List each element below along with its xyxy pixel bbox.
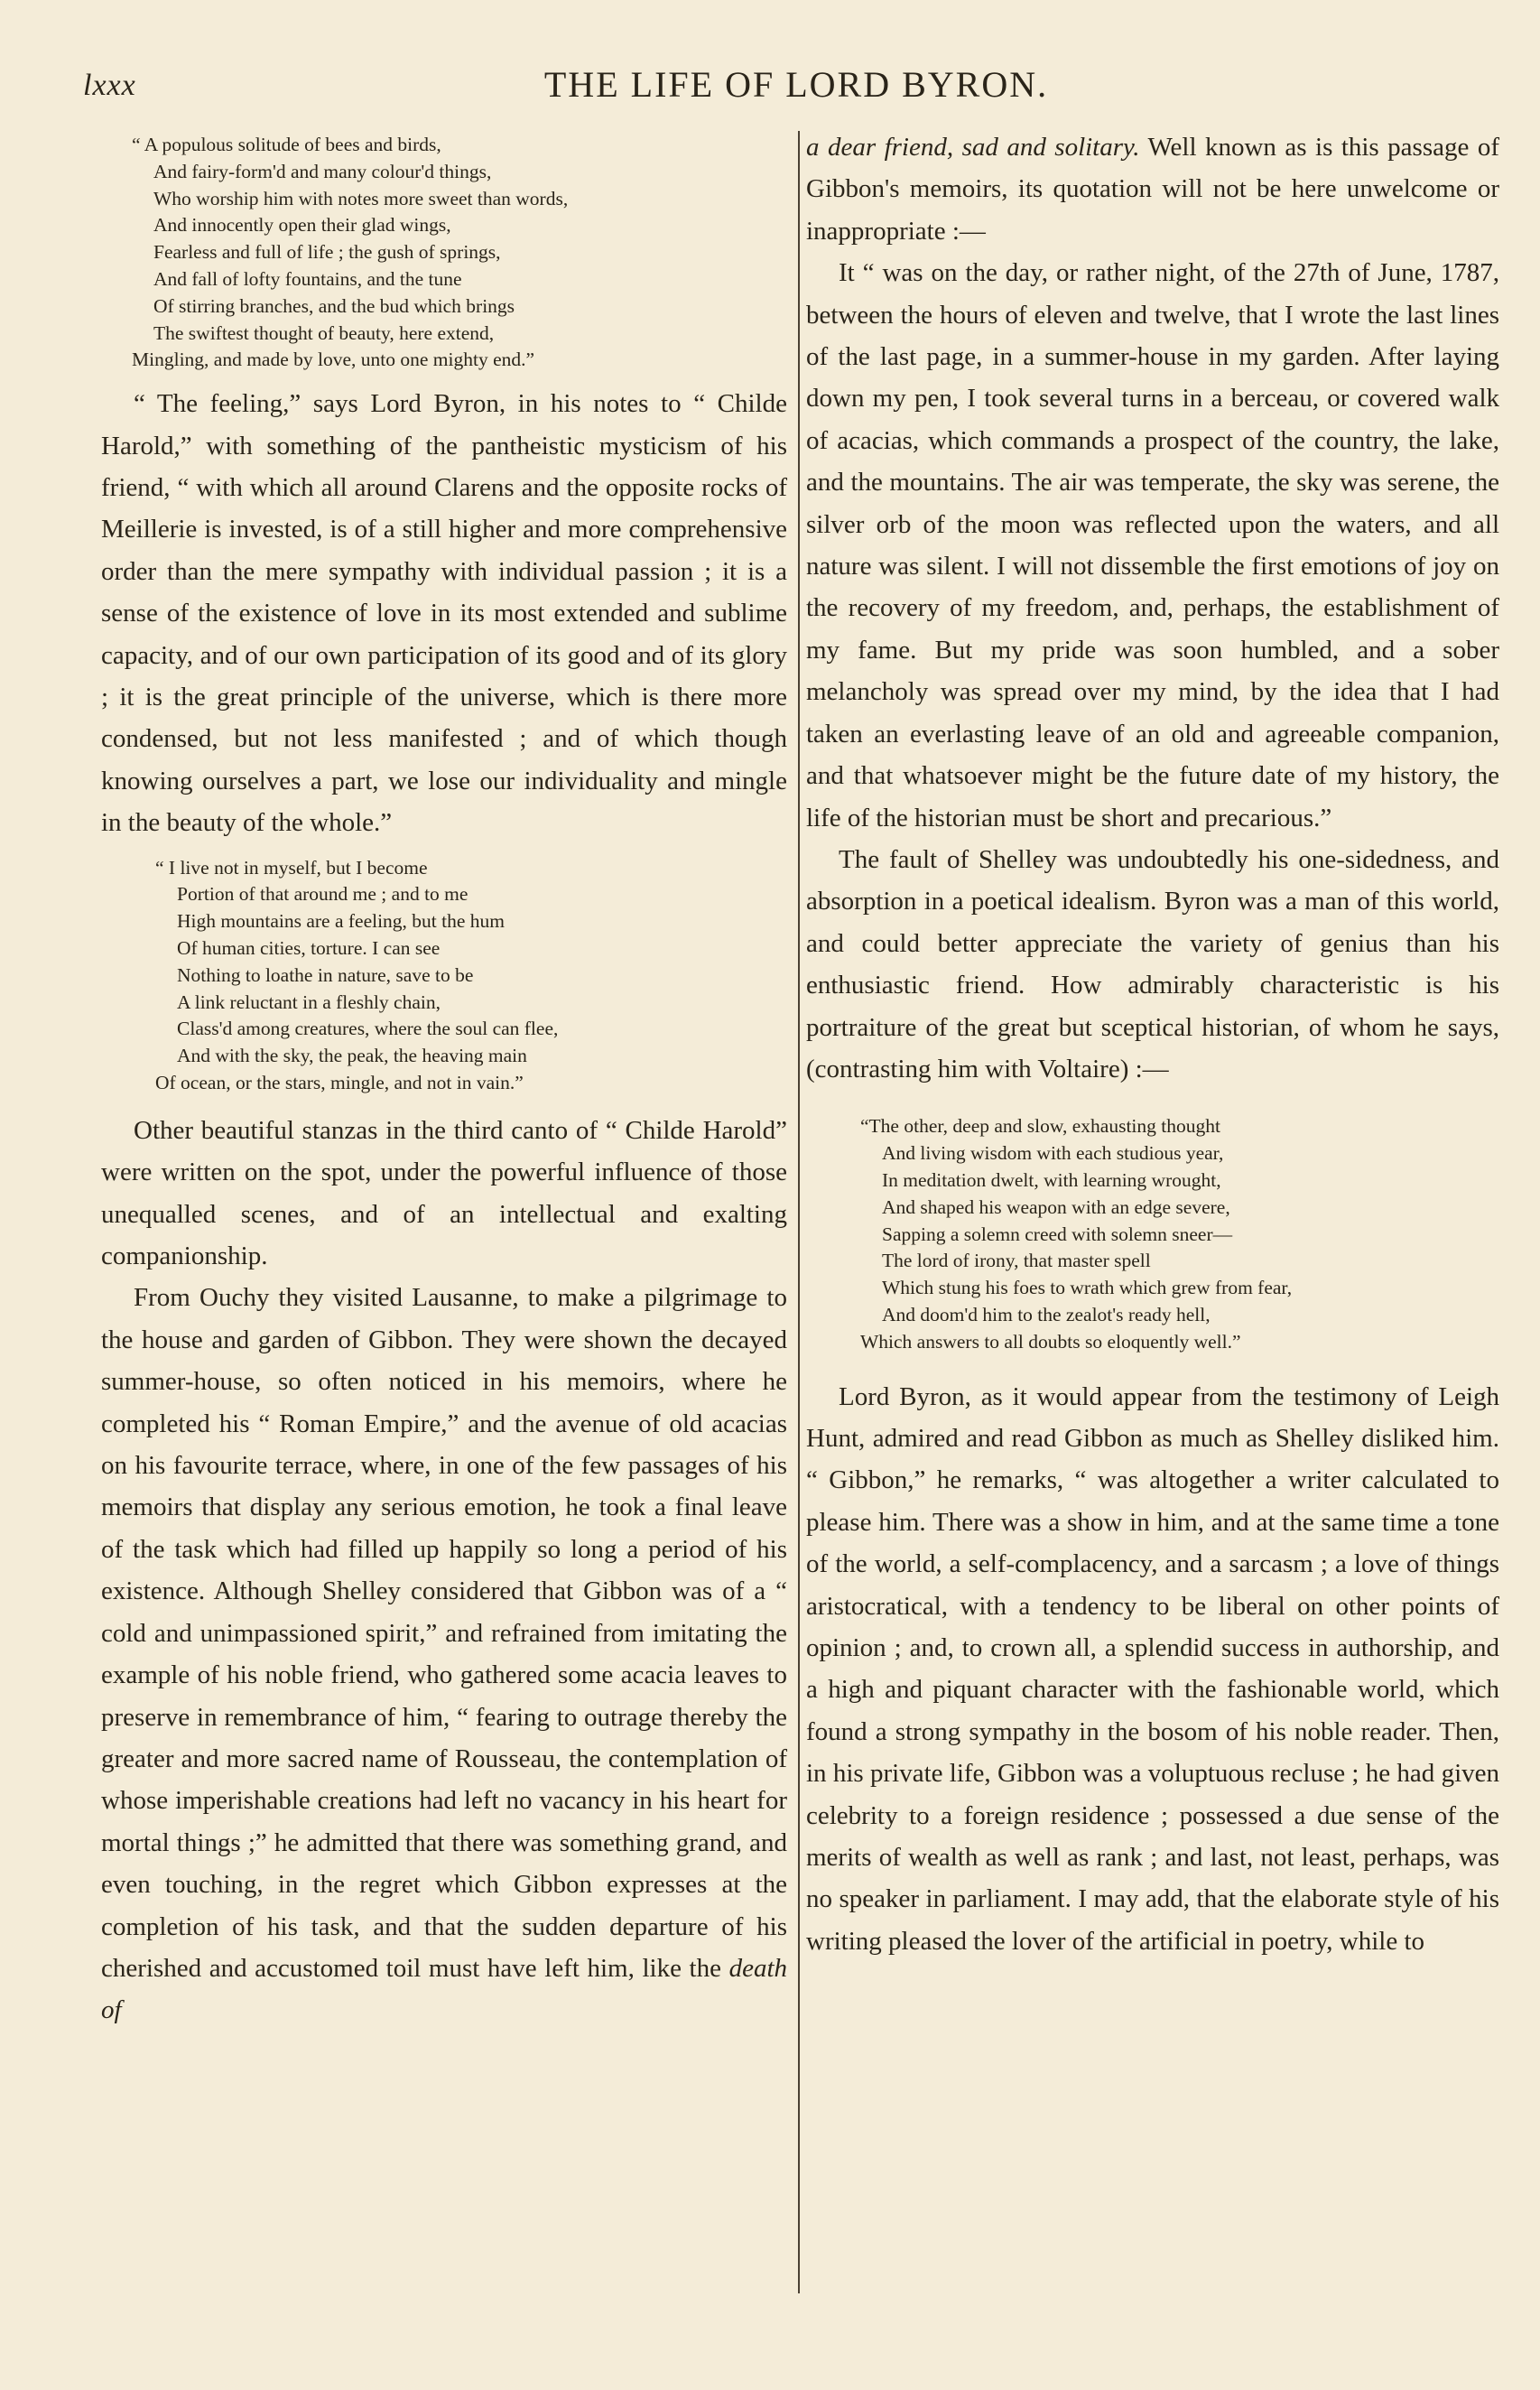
page-number: lxxx (83, 69, 136, 102)
verse-line: And fairy-form'd and many colour'd things, (153, 160, 492, 182)
page-header (83, 56, 1509, 110)
right-column (806, 126, 1499, 1962)
verse-quote-1 (132, 132, 787, 374)
verse-line: And fall of lofty fountains, and the tune (153, 267, 462, 290)
paragraph: Other beautiful stanzas in the third canto of “ Childe Harold” were written on the spot, under the powerful influence of those unequalled scenes, and of an intellectual and exalting companionship. (101, 1115, 787, 1271)
verse-line: Nothing to loathe in nature, save to be (177, 963, 474, 986)
verse-line: And with the sky, the peak, the heaving main (177, 1045, 527, 1067)
running-title: THE LIFE OF LORD BYRON. (543, 64, 1049, 105)
verse-line: Which stung his foes to wrath which grew from fear, (882, 1277, 1293, 1299)
verse-line: A link reluctant in a fleshly chain, (177, 990, 441, 1013)
italic-phrase: a dear friend, sad and solitary. (806, 133, 1140, 162)
verse-line: And living wisdom with each studious year, (882, 1142, 1224, 1165)
verse-line: Class'd among creatures, where the soul can flee, (177, 1018, 559, 1040)
verse-line: “The other, deep and slow, exhausting thought (860, 1115, 1220, 1138)
verse-line: Which answers to all doubts so eloquently well.” (860, 1330, 1241, 1353)
paragraph: The fault of Shelley was undoubtedly his one-sidedness, and absorption in a poetical idealism. Byron was a man of this world, and could better appreciate the variety of genius than his enthusiastic friend. How admirably characteristic is his portraiture of the great but sceptical historian, of whom he says, (contrasting him with Voltaire) :— (806, 844, 1499, 1083)
verse-line: Portion of that around me ; and to me (177, 883, 468, 906)
verse-line: And innocently open their glad wings, (153, 214, 451, 237)
verse-line: High mountains are a feeling, but the hum (177, 910, 506, 933)
paragraph: Lord Byron, as it would appear from the testimony of Leigh Hunt, admired and read Gibbon as much as Shelley disliked him. “ Gibbon,” he remarks, “ was altogether a writer calculated to please him. There was a show in him, and at the same time a tone of the world, a self-complacency, and a sarcasm ; a love of things aristocratical, with a tendency to be liberal on other points of opinion ; and, to crown all, a splendid success in authorship, and a high and piquant character with the fashionable world, which found a strong sympathy in the bosom of his noble reader. Then, in his private life, Gibbon was a voluptuous recluse ; he had given celebrity to a foreign residence ; possessed a due sense of the merits of wealth as well as rank ; and last, not least, perhaps, was no speaker in parliament. I may add, that the elaborate style of his writing pleased the lover of the artificial in poetry, while to (806, 1381, 1499, 1956)
verse-line: Of ocean, or the stars, mingle, and not in vain.” (155, 1072, 524, 1094)
paragraph-continuation (806, 126, 1499, 252)
left-column (101, 126, 787, 2032)
verse-line: The swiftest thought of beauty, here extend, (153, 321, 495, 344)
verse-line: Mingling, and made by love, unto one mighty end.” (132, 349, 535, 371)
italic-phrase: death of (101, 1953, 788, 2025)
verse-line: In meditation dwelt, with learning wrought, (882, 1168, 1221, 1191)
paragraph: It “ was on the day, or rather night, of the 27th of June, 1787, between the hours of eleven and twelve, that I wrote the last lines of the last page, in a summer-house in my garden. After laying down my pen, I took several turns in a berceau, or covered walk of acacias, which commands a prospect of the country, the lake, and the mountains. The air was temperate, the sky was serene, the silver orb of the moon was reflected upon the waters, and all nature was silent. I will not dissemble the first emotions of joy on the recovery of my freedom, and, perhaps, the establishment of my fame. But my pride was soon humbled, and a sober melancholy was spread over my mind, by the idea that I had taken an everlasting leave of an old and agreeable companion, and that whatsoever might be the future date of my history, the life of the historian must be short and precarious.” (806, 258, 1499, 832)
verse-line: Of human cities, torture. I can see (177, 937, 441, 960)
verse-line: Sapping a solemn creed with solemn sneer— (882, 1223, 1233, 1245)
paragraph-text: Well known as is this passage of Gibbon's memoirs, its quotation will not be here unwelcome or inappropriate :— (806, 133, 1499, 246)
verse-line: And shaped his weapon with an edge severe, (882, 1195, 1230, 1218)
verse-line: Of stirring branches, and the bud which brings (153, 294, 515, 317)
verse-line: Fearless and full of life ; the gush of springs, (153, 241, 501, 264)
verse-quote-3 (860, 1113, 1499, 1355)
verse-line: “ A populous solitude of bees and birds, (132, 134, 441, 155)
paragraph-text: From Ouchy they visited Lausanne, to make a pilgrimage to the house and garden of Gibbon. They were shown the decayed summer-house, so often noticed in his memoirs, where he completed his “ Roman Empire,” and the avenue of old acacias on his favourite terrace, where, in one of the few passages of his memoirs that display any serious emotion, he took a final leave of the task which had filled up happily so long a period of his existence. Although Shelley considered that Gibbon was of a “ cold and unimpassioned spirit,” and refrained from imitating the example of his noble friend, who gathered some acacia leaves to preserve in remembrance of him, “ fearing to outrage thereby the greater and more sacred name of Rousseau, the contemplation of whose imperishable creations had left no vacancy in his heart for mortal things ;” he admitted that there was something grand, and even touching, in the regret which Gibbon expresses at the completion of his task, and that the sudden departure of his cherished and accustomed toil must have left him, like the (101, 1283, 787, 1983)
verse-line: The lord of irony, that master spell (882, 1250, 1151, 1272)
paragraph: “ The feeling,” says Lord Byron, in his notes to “ Childe Harold,” with something of the pantheistic mysticism of his friend, “ with which all around Clarens and the opposite rocks of Meillerie is invested, is of a still higher and more comprehensive order than the mere sympathy with individual passion ; it is a sense of the existence of love in its most extended and sublime capacity, and of our own participation of its good and of its glory ; it is the great principle of the universe, which is there more condensed, but not less manifested ; and of which though knowing ourselves a part, we lose our individuality and mingle in the beauty of the whole.” (101, 389, 787, 838)
verse-line: Who worship him with notes more sweet than words, (153, 187, 569, 209)
paragraph (101, 1277, 787, 2031)
column-divider (798, 131, 800, 2293)
verse-line: “ I live not in myself, but I become (155, 856, 428, 879)
verse-quote-2 (155, 855, 787, 1097)
verse-line: And doom'd him to the zealot's ready hell, (882, 1303, 1211, 1325)
